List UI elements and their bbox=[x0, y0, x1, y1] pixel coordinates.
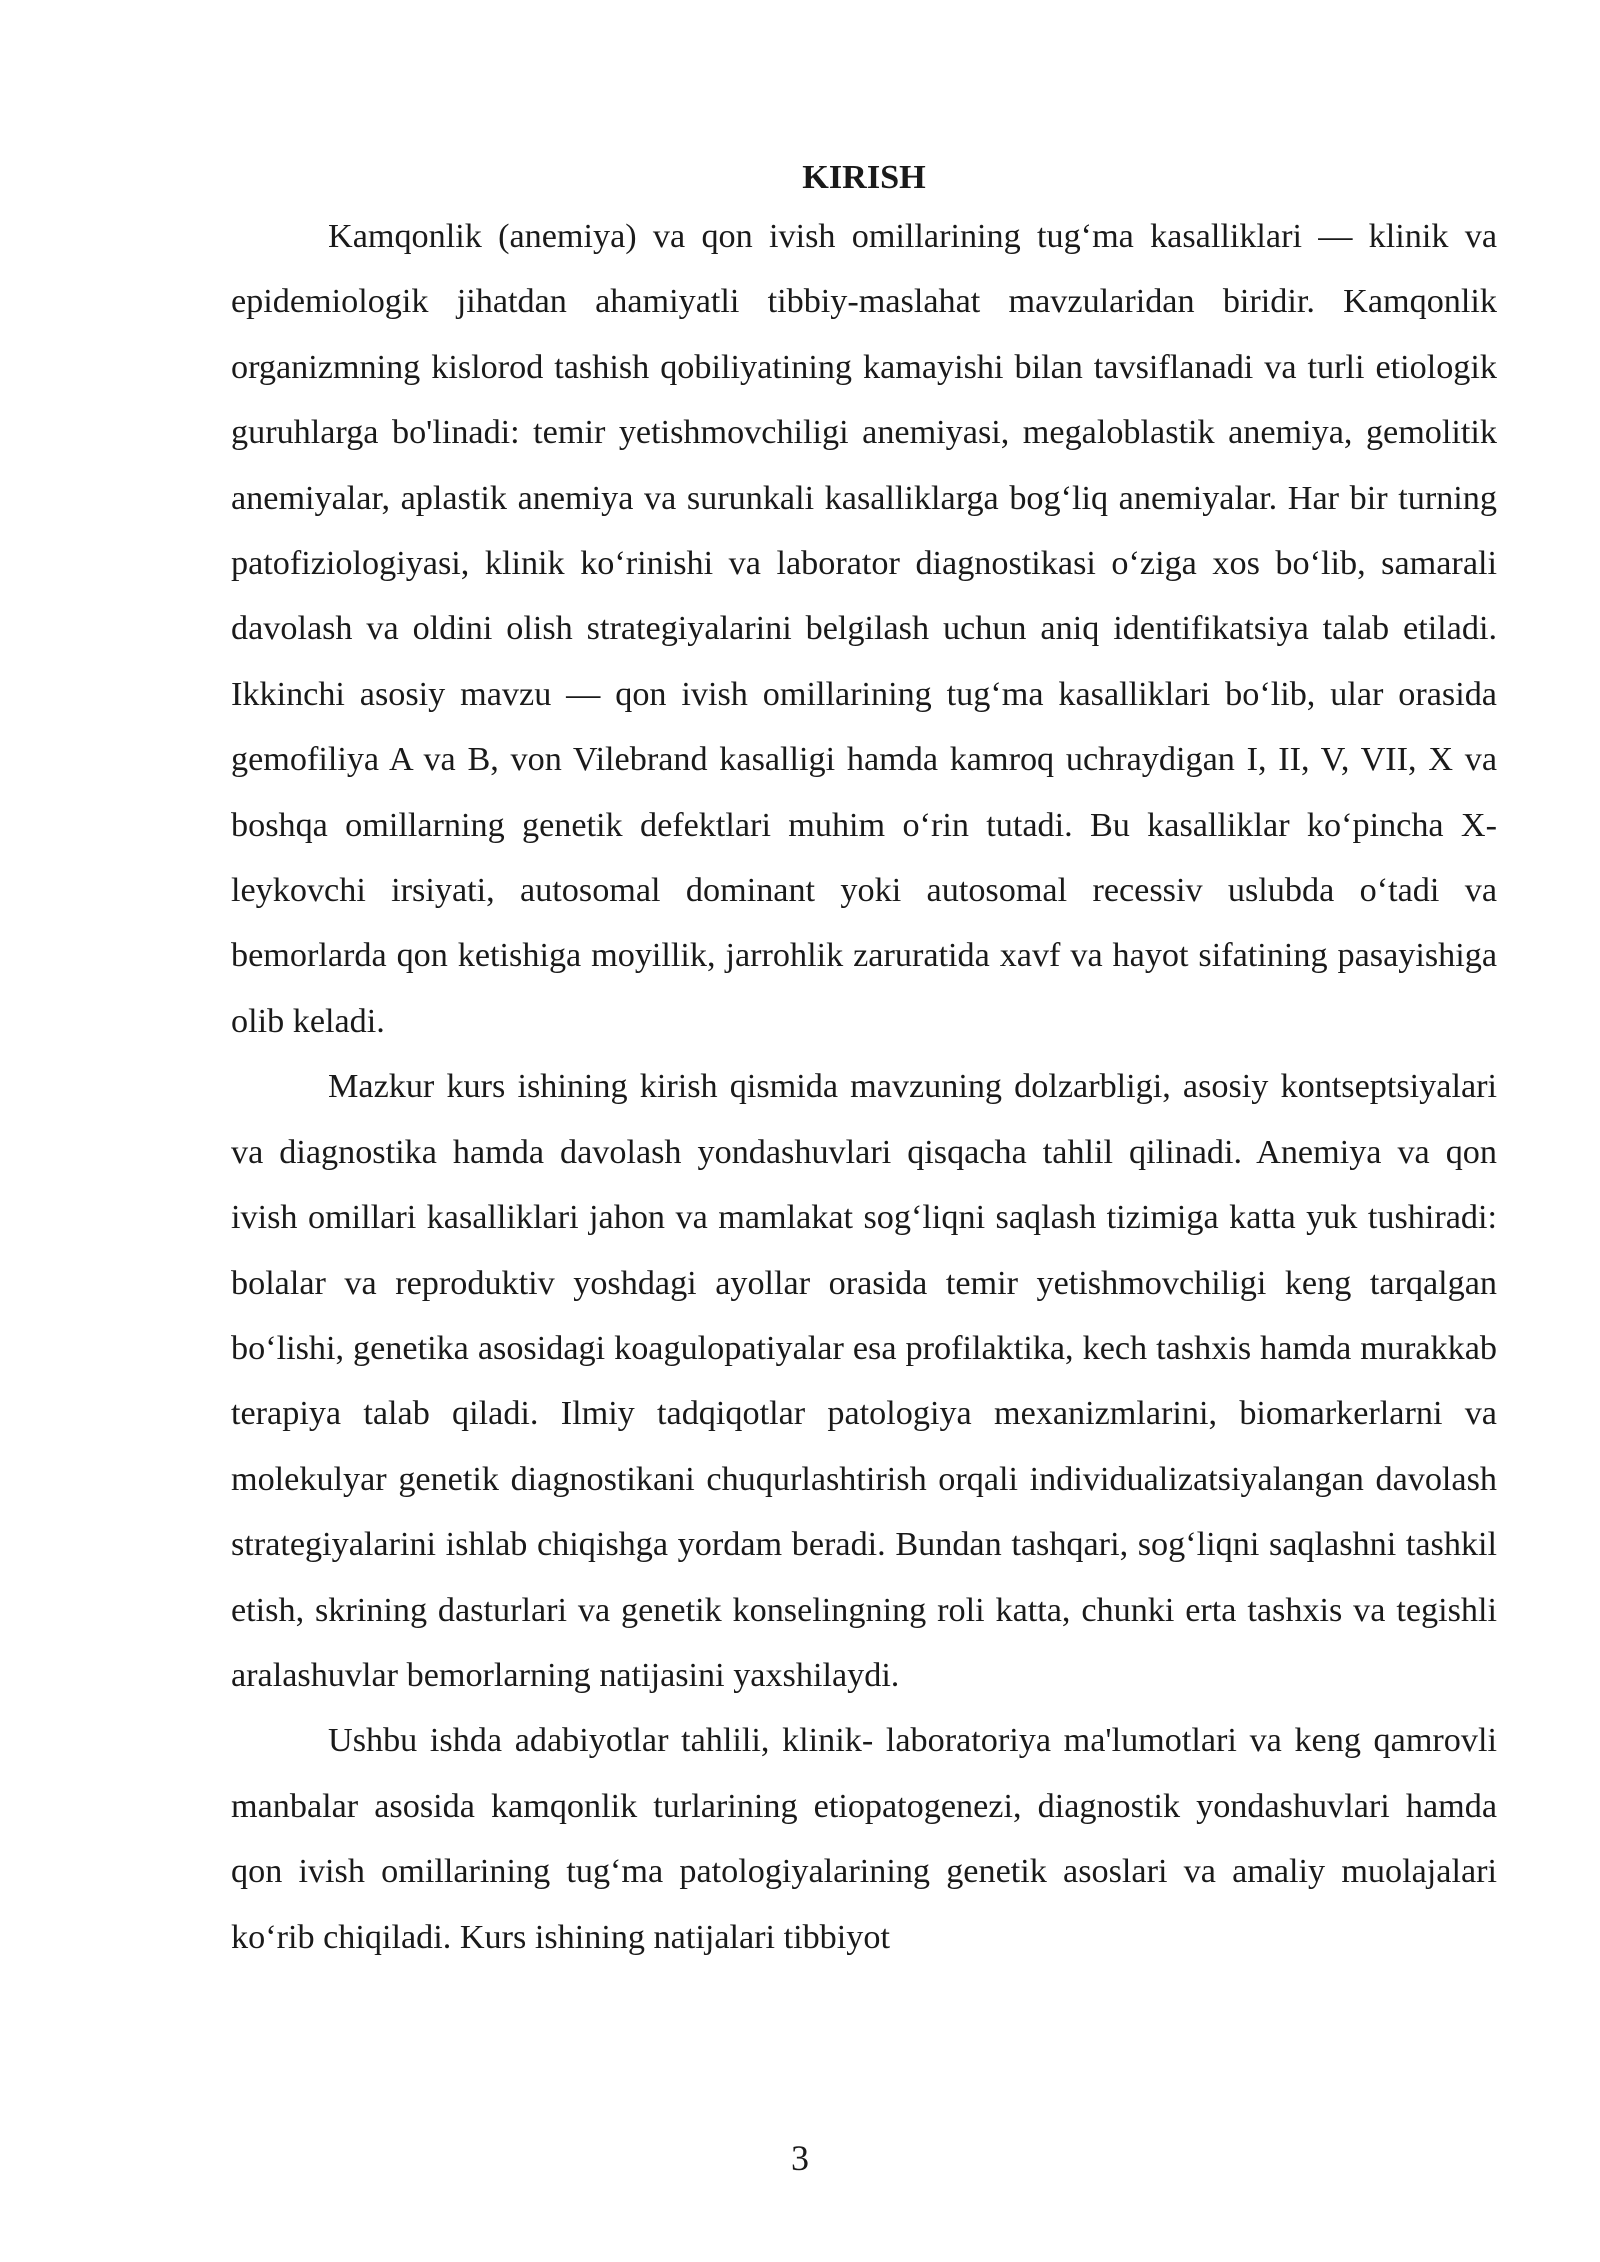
section-heading: KIRISH bbox=[802, 159, 926, 196]
paragraph-2: Mazkur kurs ishining kirish qismida mavzuning dolzarbligi, asosiy kontseptsiyalari va diagnostika hamda davolash yondashuvlari qisqacha tahlil qilinadi. Anemiya va qon ivish omillari kasalliklari jahon va mamlakat sog‘liqni saqlash tizimiga katta yuk tushiradi: bolalar va reproduktiv yoshdagi ayollar orasida temir yetishmovchiligi keng tarqalgan bo‘lishi, genetika asosidagi koagulopatiyalar esa profilaktika, kech tashxis hamda murakkab terapiya talab qiladi. Ilmiy tadqiqotlar patologiya mexanizmlarini, biomarkerlarni va molekulyar genetik diagnostikani chuqurlashtirish orqali individualizatsiyalangan davolash strategiyalarini ishlab chiqishga yordam beradi. Bundan tashqari, sog‘liqni saqlashni tashkil etish, skrining dasturlari va genetik konselingning roli katta, chunki erta tashxis va tegishli aralashuvlar bemorlarning natijasini yaxshilaydi. bbox=[231, 1068, 1497, 1694]
page-content bbox=[231, 152, 1497, 1970]
paragraph-3: Ushbu ishda adabiyotlar tahlili, klinik- laboratoriya ma'lumotlari va keng qamrovli manbalar asosida kamqonlik turlarining etiopatogenezi, diagnostik yondashuvlari hamda qon ivish omillarining tug‘ma patologiyalarining genetik asoslari va amaliy muolajalari ko‘rib chiqiladi. Kurs ishining natijalari tibbiyot bbox=[231, 1722, 1497, 1956]
paragraph-1: Kamqonlik (anemiya) va qon ivish omillarining tug‘ma kasalliklari — klinik va epidemiologik jihatdan ahamiyatli tibbiy-maslahat mavzularidan biridir. Kamqonlik organizmning kislorod tashish qobiliyatining kamayishi bilan tavsiflanadi va turli etiologik guruhlarga bo'linadi: temir yetishmovchiligi anemiyasi, megaloblastik anemiya, gemolitik anemiyalar, aplastik anemiya va surunkali kasalliklarga bog‘liq anemiyalar. Har bir turning patofiziologiyasi, klinik ko‘rinishi va laborator diagnostikasi o‘ziga xos bo‘lib, samarali davolash va oldini olish strategiyalarini belgilash uchun aniq identifikatsiya talab etiladi. Ikkinchi asosiy mavzu — qon ivish omillarining tug‘ma kasalliklari bo‘lib, ular orasida gemofiliya A va B, von Vilebrand kasalligi hamda kamroq uchraydigan I, II, V, VII, X va boshqa omillarning genetik defektlari muhim o‘rin tutadi. Bu kasalliklar ko‘pincha X-leykovchi irsiyati, autosomal dominant yoki autosomal recessiv uslubda o‘tadi va bemorlarda qon ketishiga moyillik, jarrohlik zaruratida xavf va hayot sifatining pasayishiga olib keladi. bbox=[231, 218, 1497, 1040]
page-number: 3 bbox=[791, 2138, 809, 2178]
